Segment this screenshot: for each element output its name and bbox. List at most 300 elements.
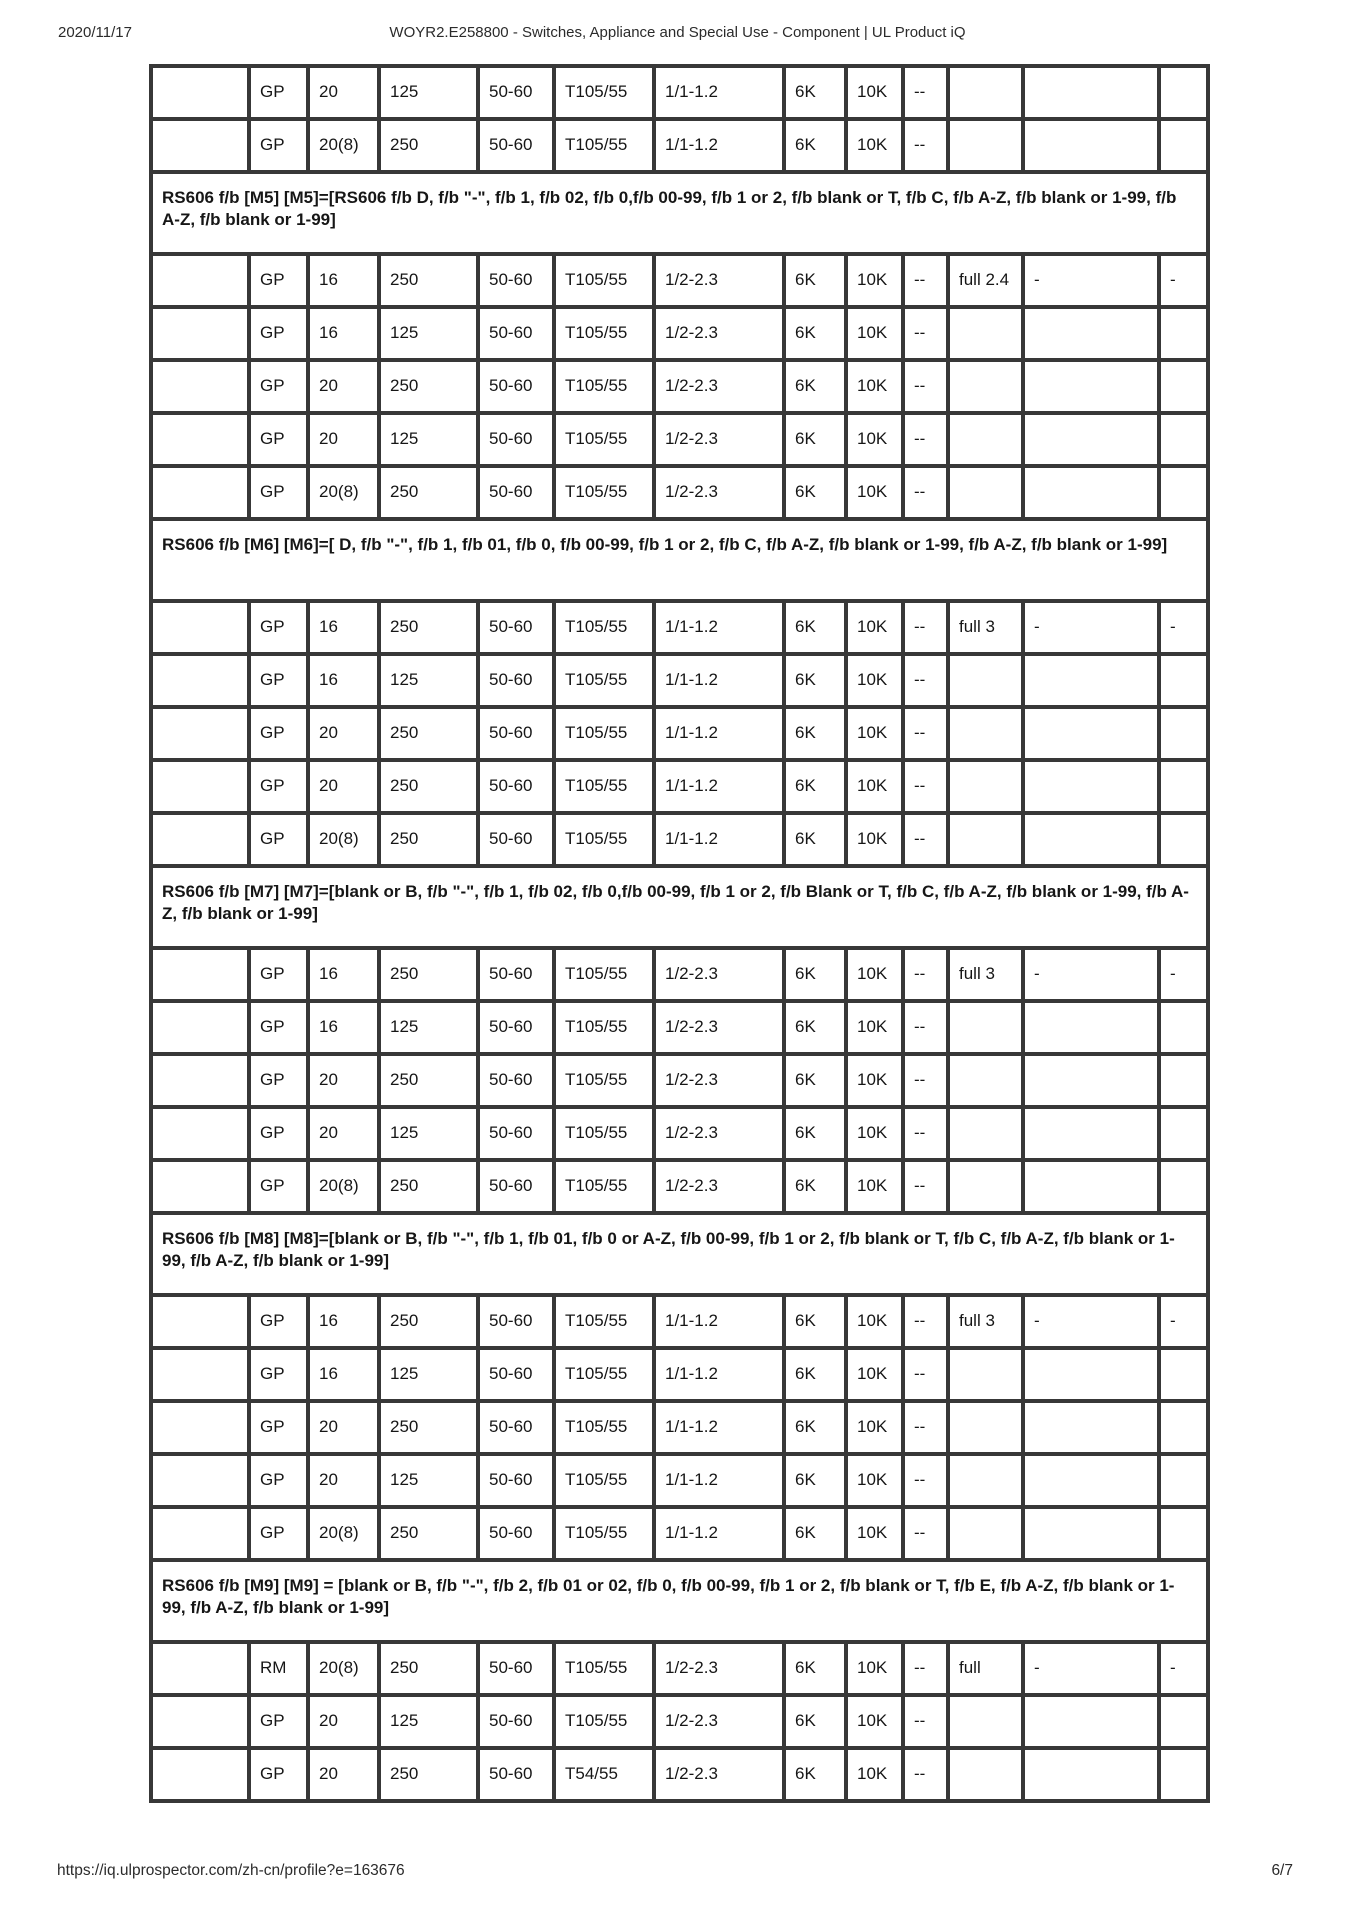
table-cell: -- (903, 760, 948, 813)
table-cell: GP (249, 1348, 308, 1401)
table-cell (1023, 1348, 1159, 1401)
table-cell: T105/55 (554, 1454, 654, 1507)
table-cell: 16 (308, 1001, 379, 1054)
table-cell (1159, 707, 1208, 760)
table-cell (948, 707, 1023, 760)
table-cell: 10K (846, 813, 903, 866)
table-cell: 20(8) (308, 1507, 379, 1560)
table-cell: 6K (784, 948, 846, 1001)
table-cell: 6K (784, 1001, 846, 1054)
table-cell: T105/55 (554, 254, 654, 307)
table-cell (151, 254, 249, 307)
table-cell: 1/1-1.2 (654, 1401, 784, 1454)
table-cell: 50-60 (478, 760, 554, 813)
table-cell: 1/2-2.3 (654, 1001, 784, 1054)
table-cell: T105/55 (554, 307, 654, 360)
table-cell: 250 (379, 119, 478, 172)
table-cell (948, 1348, 1023, 1401)
table-cell: - (1159, 254, 1208, 307)
table-cell (151, 1454, 249, 1507)
table-cell: 10K (846, 1695, 903, 1748)
table-row (151, 466, 1208, 519)
table-cell: 10K (846, 466, 903, 519)
table-cell (948, 1507, 1023, 1560)
table-cell (1023, 1695, 1159, 1748)
table-cell: 125 (379, 1348, 478, 1401)
table-row (151, 948, 1208, 1001)
table-cell: 50-60 (478, 707, 554, 760)
table-cell: 10K (846, 413, 903, 466)
table-cell (1159, 66, 1208, 119)
table-cell: -- (903, 813, 948, 866)
section-header-text: RS606 f/b [M6] [M6]=[ D, f/b "-", f/b 1, f/b 01, f/b 0, f/b 00-99, f/b 1 or 2, f/b C, f/b A-Z, f/b blank or 1-99, f/b A-Z, f/b blank or 1-99] (151, 519, 1208, 601)
section-header-row (151, 1560, 1208, 1642)
table-cell: 250 (379, 1160, 478, 1213)
table-cell (151, 466, 249, 519)
table-cell (948, 413, 1023, 466)
table-cell (948, 1160, 1023, 1213)
table-cell: -- (903, 948, 948, 1001)
table-cell: -- (903, 601, 948, 654)
table-cell: 250 (379, 707, 478, 760)
table-cell: 50-60 (478, 1507, 554, 1560)
table-cell: -- (903, 1748, 948, 1801)
table-cell: 1/1-1.2 (654, 119, 784, 172)
table-cell: GP (249, 66, 308, 119)
table-cell (1023, 707, 1159, 760)
table-cell: 1/2-2.3 (654, 1695, 784, 1748)
table-cell: 1/2-2.3 (654, 1107, 784, 1160)
table-cell: 125 (379, 1001, 478, 1054)
table-cell: GP (249, 1054, 308, 1107)
table-cell: 20(8) (308, 813, 379, 866)
table-cell: 10K (846, 1160, 903, 1213)
table-cell (1159, 1160, 1208, 1213)
table-cell: 10K (846, 1348, 903, 1401)
print-header (0, 24, 1355, 44)
table-row (151, 1695, 1208, 1748)
table-cell: 125 (379, 654, 478, 707)
section-header-row (151, 1213, 1208, 1295)
table-cell: 50-60 (478, 1642, 554, 1695)
table-cell: T105/55 (554, 1507, 654, 1560)
footer-url: https://iq.ulprospector.com/zh-cn/profile?e=163676 (57, 1862, 405, 1879)
table-cell: 1/2-2.3 (654, 1054, 784, 1107)
table-cell (948, 1695, 1023, 1748)
section-header-row (151, 172, 1208, 254)
table-cell (948, 1001, 1023, 1054)
table-cell: 6K (784, 1107, 846, 1160)
table-cell: 6K (784, 1348, 846, 1401)
table-cell: T105/55 (554, 1401, 654, 1454)
table-cell: -- (903, 1295, 948, 1348)
table-cell: T105/55 (554, 760, 654, 813)
table-cell (1159, 1054, 1208, 1107)
table-row (151, 66, 1208, 119)
table-cell (1023, 1001, 1159, 1054)
table-cell: GP (249, 119, 308, 172)
table-row (151, 1642, 1208, 1695)
table-cell: 16 (308, 948, 379, 1001)
table-cell: 250 (379, 601, 478, 654)
table-cell (1159, 760, 1208, 813)
table-cell (1023, 307, 1159, 360)
table-cell: -- (903, 1695, 948, 1748)
table-cell (151, 760, 249, 813)
table-cell (948, 1401, 1023, 1454)
table-cell (151, 360, 249, 413)
table-cell (1159, 1454, 1208, 1507)
table-cell: 1/2-2.3 (654, 1160, 784, 1213)
table-cell: 125 (379, 1454, 478, 1507)
table-cell: 6K (784, 813, 846, 866)
table-cell (151, 1642, 249, 1695)
table-cell: 16 (308, 601, 379, 654)
table-cell: 20 (308, 413, 379, 466)
table-cell (1023, 466, 1159, 519)
table-cell: 20(8) (308, 466, 379, 519)
table-cell: 250 (379, 254, 478, 307)
table-cell (948, 1107, 1023, 1160)
table-cell: 6K (784, 707, 846, 760)
table-cell: -- (903, 1348, 948, 1401)
table-cell: 1/1-1.2 (654, 1454, 784, 1507)
table-cell: T105/55 (554, 466, 654, 519)
table-cell: - (1159, 1295, 1208, 1348)
table-cell (1159, 360, 1208, 413)
table-cell: 6K (784, 1160, 846, 1213)
table-cell: - (1023, 1295, 1159, 1348)
section-header-text: RS606 f/b [M7] [M7]=[blank or B, f/b "-", f/b 1, f/b 02, f/b 0,f/b 00-99, f/b 1 or 2, f/b Blank or T, f/b C, f/b A-Z, f/b blank or 1-99, f/b A-Z, f/b blank or 1-99] (151, 866, 1208, 948)
table-cell (151, 119, 249, 172)
table-cell: GP (249, 601, 308, 654)
table-cell: - (1159, 601, 1208, 654)
table-cell: T105/55 (554, 1295, 654, 1348)
table-cell: - (1023, 948, 1159, 1001)
table-cell: T105/55 (554, 1054, 654, 1107)
table-cell: -- (903, 1454, 948, 1507)
table-cell: 50-60 (478, 1401, 554, 1454)
table-cell: -- (903, 413, 948, 466)
table-cell: T105/55 (554, 601, 654, 654)
table-row (151, 813, 1208, 866)
table-cell: 10K (846, 1107, 903, 1160)
table-cell (1023, 413, 1159, 466)
table-cell: GP (249, 1001, 308, 1054)
table-cell: -- (903, 1507, 948, 1560)
table-cell: GP (249, 1695, 308, 1748)
table-cell: 50-60 (478, 1695, 554, 1748)
table-cell: 10K (846, 1295, 903, 1348)
table-cell: T105/55 (554, 413, 654, 466)
table-cell: -- (903, 307, 948, 360)
table-cell (1023, 1507, 1159, 1560)
table-cell (151, 601, 249, 654)
table-cell: 10K (846, 1054, 903, 1107)
table-cell: 1/1-1.2 (654, 654, 784, 707)
table-row (151, 360, 1208, 413)
table-row (151, 307, 1208, 360)
table-cell (948, 119, 1023, 172)
table-cell: 125 (379, 66, 478, 119)
table-cell: 1/2-2.3 (654, 307, 784, 360)
table-cell: - (1159, 948, 1208, 1001)
table-cell: 16 (308, 254, 379, 307)
table-cell: 6K (784, 601, 846, 654)
section-header-text: RS606 f/b [M5] [M5]=[RS606 f/b D, f/b "-", f/b 1, f/b 02, f/b 0,f/b 00-99, f/b 1 or 2, f/b blank or T, f/b C, f/b A-Z, f/b blank or 1-99, f/b A-Z, f/b blank or 1-99] (151, 172, 1208, 254)
table-cell: 250 (379, 1295, 478, 1348)
table-cell: 10K (846, 707, 903, 760)
table-cell (151, 307, 249, 360)
table-cell: 16 (308, 1295, 379, 1348)
table-cell: GP (249, 654, 308, 707)
table-cell (948, 813, 1023, 866)
table-cell (1023, 360, 1159, 413)
table-cell: 50-60 (478, 1001, 554, 1054)
table-row (151, 119, 1208, 172)
table-cell: 6K (784, 1454, 846, 1507)
table-cell: 50-60 (478, 413, 554, 466)
table-cell: 6K (784, 307, 846, 360)
table-cell: 20 (308, 1748, 379, 1801)
table-row (151, 601, 1208, 654)
table-row (151, 1295, 1208, 1348)
spec-table (149, 64, 1210, 1803)
table-cell (948, 466, 1023, 519)
table-cell (151, 66, 249, 119)
table-cell: GP (249, 813, 308, 866)
table-cell: -- (903, 466, 948, 519)
table-cell: -- (903, 654, 948, 707)
table-cell (1023, 119, 1159, 172)
table-cell (1159, 1748, 1208, 1801)
table-cell: T105/55 (554, 654, 654, 707)
table-cell (1023, 1054, 1159, 1107)
table-cell (1023, 1748, 1159, 1801)
table-row (151, 1160, 1208, 1213)
table-cell: GP (249, 760, 308, 813)
table-cell: 6K (784, 654, 846, 707)
table-cell (1023, 760, 1159, 813)
table-cell: GP (249, 1401, 308, 1454)
table-cell: GP (249, 1454, 308, 1507)
table-cell (1159, 1001, 1208, 1054)
table-cell: 16 (308, 1348, 379, 1401)
table-cell: T105/55 (554, 1107, 654, 1160)
table-cell: 20 (308, 1054, 379, 1107)
table-cell (1023, 1107, 1159, 1160)
table-cell: 6K (784, 1748, 846, 1801)
table-cell: 50-60 (478, 119, 554, 172)
table-cell: 10K (846, 1642, 903, 1695)
table-cell: full 3 (948, 948, 1023, 1001)
table-cell (1023, 654, 1159, 707)
table-cell (1159, 413, 1208, 466)
table-row (151, 1107, 1208, 1160)
table-cell: full 2.4 (948, 254, 1023, 307)
table-cell: 1/1-1.2 (654, 1295, 784, 1348)
table-cell (948, 654, 1023, 707)
print-date: 2020/11/17 (58, 24, 132, 41)
table-cell (151, 1401, 249, 1454)
table-cell: RM (249, 1642, 308, 1695)
table-cell: 10K (846, 1401, 903, 1454)
table-cell: 1/1-1.2 (654, 1507, 784, 1560)
table-cell: T105/55 (554, 707, 654, 760)
table-cell: 50-60 (478, 254, 554, 307)
print-footer (57, 1862, 1293, 1880)
table-cell: GP (249, 707, 308, 760)
table-cell: 50-60 (478, 948, 554, 1001)
table-cell: 6K (784, 254, 846, 307)
table-cell (151, 813, 249, 866)
table-cell: 1/2-2.3 (654, 254, 784, 307)
table-cell: -- (903, 1107, 948, 1160)
table-cell: 10K (846, 66, 903, 119)
table-row (151, 707, 1208, 760)
table-cell: - (1023, 254, 1159, 307)
table-cell: 20 (308, 1695, 379, 1748)
table-cell: GP (249, 466, 308, 519)
table-cell (151, 1054, 249, 1107)
table-cell (151, 1695, 249, 1748)
table-cell: 50-60 (478, 654, 554, 707)
table-cell: 1/2-2.3 (654, 413, 784, 466)
table-cell: 50-60 (478, 813, 554, 866)
table-cell: 250 (379, 1642, 478, 1695)
table-row (151, 1001, 1208, 1054)
table-cell (948, 760, 1023, 813)
table-cell: T105/55 (554, 813, 654, 866)
table-cell: 1/1-1.2 (654, 760, 784, 813)
table-cell: T105/55 (554, 1695, 654, 1748)
table-cell: T105/55 (554, 1642, 654, 1695)
table-cell: T105/55 (554, 119, 654, 172)
table-cell: T105/55 (554, 1348, 654, 1401)
table-cell: 250 (379, 760, 478, 813)
table-cell: 20(8) (308, 1642, 379, 1695)
table-cell: 6K (784, 360, 846, 413)
table-cell: 6K (784, 1401, 846, 1454)
table-cell: 50-60 (478, 1348, 554, 1401)
section-header-row (151, 519, 1208, 601)
page-number: 6/7 (1271, 1862, 1293, 1879)
table-cell: 1/1-1.2 (654, 66, 784, 119)
page-title: WOYR2.E258800 - Switches, Appliance and Special Use - Component | UL Product iQ (389, 24, 966, 41)
section-header-row (151, 866, 1208, 948)
table-cell: 6K (784, 1054, 846, 1107)
table-row (151, 1748, 1208, 1801)
table-cell: -- (903, 254, 948, 307)
table-cell: 20 (308, 707, 379, 760)
table-cell: 10K (846, 1507, 903, 1560)
table-cell (948, 1748, 1023, 1801)
table-cell: full (948, 1642, 1023, 1695)
table-cell: - (1159, 1642, 1208, 1695)
table-cell: 125 (379, 307, 478, 360)
table-cell (151, 1160, 249, 1213)
section-header-text: RS606 f/b [M8] [M8]=[blank or B, f/b "-", f/b 1, f/b 01, f/b 0 or A-Z, f/b 00-99, f/b 1 or 2, f/b blank or T, f/b C, f/b A-Z, f/b blank or 1-99, f/b A-Z, f/b blank or 1-99] (151, 1213, 1208, 1295)
table-cell (1159, 654, 1208, 707)
table-cell: -- (903, 1160, 948, 1213)
table-cell: 50-60 (478, 1454, 554, 1507)
table-cell: 1/2-2.3 (654, 466, 784, 519)
table-cell: 6K (784, 413, 846, 466)
table-cell: 6K (784, 466, 846, 519)
table-cell: 10K (846, 307, 903, 360)
table-cell: 1/1-1.2 (654, 601, 784, 654)
table-cell: T54/55 (554, 1748, 654, 1801)
table-cell: 16 (308, 307, 379, 360)
table-cell: 1/1-1.2 (654, 1348, 784, 1401)
table-cell (948, 360, 1023, 413)
table-cell: 250 (379, 1401, 478, 1454)
table-cell: 20 (308, 1401, 379, 1454)
table-cell: 10K (846, 1748, 903, 1801)
table-cell (1159, 1348, 1208, 1401)
table-cell: 250 (379, 360, 478, 413)
table-cell: -- (903, 119, 948, 172)
table-cell: 20 (308, 66, 379, 119)
table-cell: T105/55 (554, 360, 654, 413)
table-cell: GP (249, 254, 308, 307)
table-cell: 125 (379, 1695, 478, 1748)
table-cell (151, 413, 249, 466)
table-cell: GP (249, 948, 308, 1001)
table-cell: 1/2-2.3 (654, 948, 784, 1001)
table-cell: -- (903, 707, 948, 760)
table-cell: - (1023, 1642, 1159, 1695)
table-cell: 50-60 (478, 1054, 554, 1107)
table-cell (1159, 1695, 1208, 1748)
table-cell: 6K (784, 760, 846, 813)
table-cell: 10K (846, 360, 903, 413)
table-row (151, 1348, 1208, 1401)
table-cell: 125 (379, 1107, 478, 1160)
table-cell: 250 (379, 1054, 478, 1107)
table-cell (151, 1348, 249, 1401)
table-cell: full 3 (948, 1295, 1023, 1348)
table-cell: 1/2-2.3 (654, 1642, 784, 1695)
table-cell: GP (249, 360, 308, 413)
table-cell: 20(8) (308, 1160, 379, 1213)
table-cell (151, 1748, 249, 1801)
table-cell (151, 1295, 249, 1348)
table-cell: 6K (784, 1295, 846, 1348)
table-cell (151, 948, 249, 1001)
table-cell (948, 1454, 1023, 1507)
table-cell: 50-60 (478, 466, 554, 519)
table-cell (1159, 307, 1208, 360)
table-row (151, 1454, 1208, 1507)
table-cell (1023, 813, 1159, 866)
table-cell: 10K (846, 254, 903, 307)
table-cell: 50-60 (478, 1295, 554, 1348)
table-cell: GP (249, 1295, 308, 1348)
table-cell: 6K (784, 1695, 846, 1748)
table-cell (1023, 1454, 1159, 1507)
table-cell: 20(8) (308, 119, 379, 172)
table-row (151, 760, 1208, 813)
table-cell: 125 (379, 413, 478, 466)
table-cell: -- (903, 1001, 948, 1054)
table-row (151, 1054, 1208, 1107)
table-cell: 20 (308, 760, 379, 813)
table-cell: -- (903, 1642, 948, 1695)
table-cell (151, 1001, 249, 1054)
table-cell: 16 (308, 654, 379, 707)
table-cell (151, 1507, 249, 1560)
